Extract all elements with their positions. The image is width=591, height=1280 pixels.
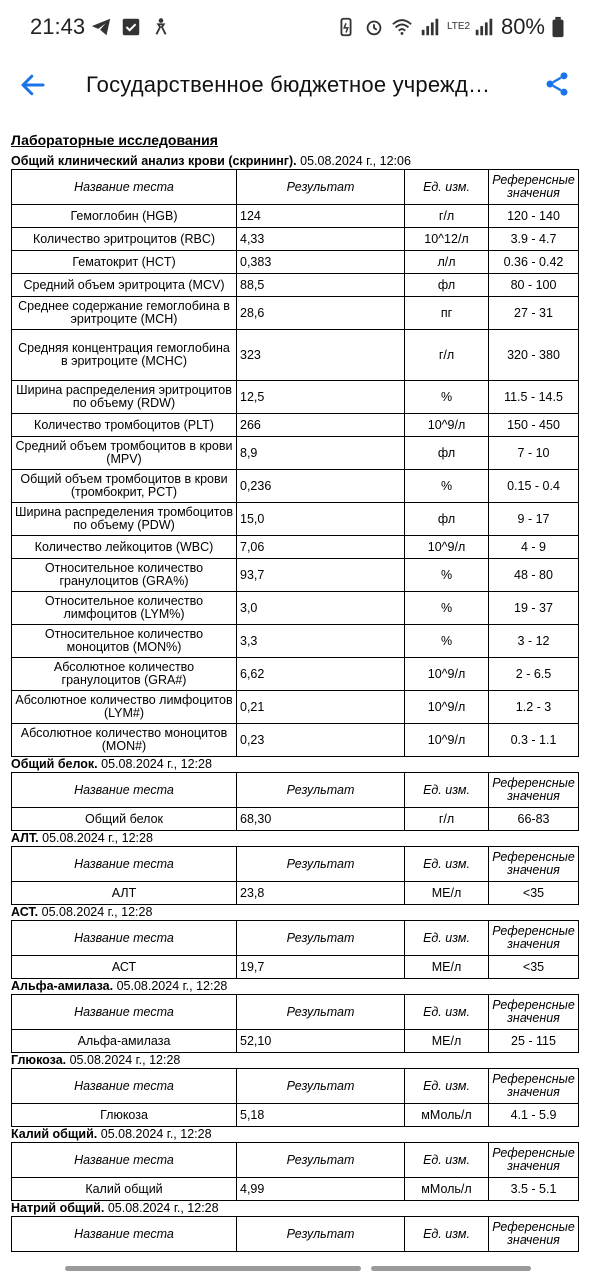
test-name-cell: АЛТ bbox=[12, 882, 237, 905]
unit-cell: фл bbox=[405, 437, 489, 470]
result-cell: 266 bbox=[237, 414, 405, 437]
test-panel-header bbox=[11, 757, 581, 772]
reference-cell: 9 - 17 bbox=[489, 503, 579, 536]
unit-cell: 10^9/л bbox=[405, 658, 489, 691]
unit-cell: % bbox=[405, 559, 489, 592]
test-name-cell: Ширина распределения эритроцитов по объему (RDW) bbox=[12, 381, 237, 414]
result-cell: 8,9 bbox=[237, 437, 405, 470]
table-row bbox=[12, 381, 579, 414]
gesture-bar-secondary bbox=[371, 1266, 531, 1271]
test-panel-name: Общий клинический анализ крови (скрининг). bbox=[11, 154, 297, 168]
reference-cell: <35 bbox=[489, 882, 579, 905]
unit-cell: мМоль/л bbox=[405, 1178, 489, 1201]
test-panel-datetime: 05.08.2024 г., 12:28 bbox=[107, 1201, 219, 1215]
table-row bbox=[12, 274, 579, 297]
test-panel-header bbox=[11, 905, 581, 920]
column-header-reference: Референсные значения bbox=[489, 1217, 579, 1252]
status-bar bbox=[0, 0, 591, 56]
table-header-row bbox=[12, 1069, 579, 1104]
unit-cell: 10^12/л bbox=[405, 228, 489, 251]
reference-cell: 66-83 bbox=[489, 808, 579, 831]
table-row bbox=[12, 251, 579, 274]
test-name-cell: Общий объем тромбоцитов в крови (тромбокрит, PCT) bbox=[12, 470, 237, 503]
unit-cell: МЕ/л bbox=[405, 882, 489, 905]
signal-icon bbox=[419, 16, 441, 38]
table-row bbox=[12, 882, 579, 905]
report-content bbox=[11, 132, 581, 1252]
unit-cell: фл bbox=[405, 503, 489, 536]
test-panel-datetime: 05.08.2024 г., 12:28 bbox=[41, 905, 153, 919]
unit-cell: 10^9/л bbox=[405, 536, 489, 559]
unit-cell: фл bbox=[405, 274, 489, 297]
result-cell: 12,5 bbox=[237, 381, 405, 414]
battery-icon bbox=[551, 16, 565, 38]
result-cell: 23,8 bbox=[237, 882, 405, 905]
reference-cell: 0.36 - 0.42 bbox=[489, 251, 579, 274]
column-header-test-name: Название теста bbox=[12, 847, 237, 882]
result-cell: 4,99 bbox=[237, 1178, 405, 1201]
result-cell: 0,23 bbox=[237, 724, 405, 757]
result-cell: 19,7 bbox=[237, 956, 405, 979]
test-panel-header bbox=[11, 1053, 581, 1068]
test-name-cell: Средняя концентрация гемоглобина в эритроците (MCHC) bbox=[12, 330, 237, 381]
table-row bbox=[12, 1030, 579, 1053]
status-left-icons bbox=[90, 16, 172, 38]
accessibility-icon bbox=[150, 16, 172, 38]
column-header-unit: Ед. изм. bbox=[405, 995, 489, 1030]
results-table bbox=[11, 1068, 579, 1127]
test-name-cell: Ширина распределения тромбоцитов по объему (PDW) bbox=[12, 503, 237, 536]
test-name-cell: Относительное количество лимфоцитов (LYM%) bbox=[12, 592, 237, 625]
wifi-icon bbox=[391, 16, 413, 38]
table-row bbox=[12, 808, 579, 831]
test-panel-datetime: 05.08.2024 г., 12:28 bbox=[116, 979, 228, 993]
test-panel-name: АСТ. bbox=[11, 905, 39, 919]
table-row bbox=[12, 414, 579, 437]
test-panel-datetime: 05.08.2024 г., 12:06 bbox=[300, 154, 411, 168]
app-bar bbox=[0, 56, 591, 116]
column-header-result: Результат bbox=[237, 995, 405, 1030]
unit-cell: % bbox=[405, 592, 489, 625]
test-name-cell: Относительное количество моноцитов (MON%) bbox=[12, 625, 237, 658]
table-row bbox=[12, 592, 579, 625]
results-table bbox=[11, 846, 579, 905]
unit-cell: г/л bbox=[405, 330, 489, 381]
reference-cell: <35 bbox=[489, 956, 579, 979]
column-header-unit: Ед. изм. bbox=[405, 1143, 489, 1178]
table-header-row bbox=[12, 1217, 579, 1252]
results-table bbox=[11, 920, 579, 979]
reference-cell: 3 - 12 bbox=[489, 625, 579, 658]
result-cell: 4,33 bbox=[237, 228, 405, 251]
reference-cell: 0.15 - 0.4 bbox=[489, 470, 579, 503]
test-name-cell: Глюкоза bbox=[12, 1104, 237, 1127]
reference-cell: 4 - 9 bbox=[489, 536, 579, 559]
table-row bbox=[12, 724, 579, 757]
test-name-cell: Общий белок bbox=[12, 808, 237, 831]
column-header-reference: Референсные значения bbox=[489, 995, 579, 1030]
column-header-reference: Референсные значения bbox=[489, 847, 579, 882]
signal-icon-2 bbox=[473, 16, 495, 38]
table-row bbox=[12, 536, 579, 559]
test-panel-datetime: 05.08.2024 г., 12:28 bbox=[101, 757, 212, 771]
result-cell: 68,30 bbox=[237, 808, 405, 831]
reference-cell: 7 - 10 bbox=[489, 437, 579, 470]
unit-cell: % bbox=[405, 625, 489, 658]
column-header-result: Результат bbox=[237, 170, 405, 205]
column-header-test-name: Название теста bbox=[12, 1069, 237, 1104]
test-name-cell: Средний объем эритроцита (MCV) bbox=[12, 274, 237, 297]
result-cell: 5,18 bbox=[237, 1104, 405, 1127]
test-panel-name: Калий общий. bbox=[11, 1127, 98, 1141]
table-header-row bbox=[12, 921, 579, 956]
table-row bbox=[12, 658, 579, 691]
table-header-row bbox=[12, 1143, 579, 1178]
test-panel-header bbox=[11, 831, 581, 846]
test-panel-name: Глюкоза. bbox=[11, 1053, 67, 1067]
table-row bbox=[12, 297, 579, 330]
test-name-cell: АСТ bbox=[12, 956, 237, 979]
column-header-reference: Референсные значения bbox=[489, 773, 579, 808]
test-name-cell: Абсолютное количество моноцитов (MON#) bbox=[12, 724, 237, 757]
test-panel-name: Общий белок. bbox=[11, 757, 98, 771]
results-table bbox=[11, 1216, 579, 1252]
reference-cell: 48 - 80 bbox=[489, 559, 579, 592]
column-header-unit: Ед. изм. bbox=[405, 1217, 489, 1252]
lab-panels bbox=[11, 154, 581, 1252]
column-header-result: Результат bbox=[237, 1143, 405, 1178]
test-name-cell: Гемоглобин (HGB) bbox=[12, 205, 237, 228]
unit-cell: % bbox=[405, 381, 489, 414]
unit-cell: МЕ/л bbox=[405, 956, 489, 979]
results-table bbox=[11, 772, 579, 831]
column-header-unit: Ед. изм. bbox=[405, 773, 489, 808]
column-header-result: Результат bbox=[237, 847, 405, 882]
result-cell: 3,0 bbox=[237, 592, 405, 625]
test-name-cell: Абсолютное количество гранулоцитов (GRA#) bbox=[12, 658, 237, 691]
unit-cell: пг bbox=[405, 297, 489, 330]
table-row bbox=[12, 691, 579, 724]
test-panel-header bbox=[11, 1201, 581, 1216]
check-box-icon bbox=[120, 16, 142, 38]
table-row bbox=[12, 437, 579, 470]
network-type-label: LTE2 bbox=[446, 21, 471, 32]
test-panel-datetime: 05.08.2024 г., 12:28 bbox=[100, 1127, 212, 1141]
column-header-test-name: Название теста bbox=[12, 170, 237, 205]
table-header-row bbox=[12, 170, 579, 205]
reference-cell: 27 - 31 bbox=[489, 297, 579, 330]
reference-cell: 80 - 100 bbox=[489, 274, 579, 297]
table-row bbox=[12, 205, 579, 228]
unit-cell: 10^9/л bbox=[405, 691, 489, 724]
test-name-cell: Средний объем тромбоцитов в крови (MPV) bbox=[12, 437, 237, 470]
test-name-cell: Гематокрит (HCT) bbox=[12, 251, 237, 274]
reference-cell: 1.2 - 3 bbox=[489, 691, 579, 724]
table-header-row bbox=[12, 995, 579, 1030]
column-header-test-name: Название теста bbox=[12, 1217, 237, 1252]
column-header-test-name: Название теста bbox=[12, 1143, 237, 1178]
result-cell: 3,3 bbox=[237, 625, 405, 658]
unit-cell: мМоль/л bbox=[405, 1104, 489, 1127]
telegram-icon bbox=[90, 16, 112, 38]
result-cell: 323 bbox=[237, 330, 405, 381]
result-cell: 0,236 bbox=[237, 470, 405, 503]
reference-cell: 120 - 140 bbox=[489, 205, 579, 228]
column-header-reference: Референсные значения bbox=[489, 1069, 579, 1104]
test-panel-datetime: 05.08.2024 г., 12:28 bbox=[42, 831, 153, 845]
arrow-back-icon[interactable] bbox=[18, 70, 48, 100]
column-header-reference: Референсные значения bbox=[489, 921, 579, 956]
unit-cell: л/л bbox=[405, 251, 489, 274]
test-panel-header bbox=[11, 1127, 581, 1142]
column-header-unit: Ед. изм. bbox=[405, 1069, 489, 1104]
test-name-cell: Относительное количество гранулоцитов (GRA%) bbox=[12, 559, 237, 592]
table-row bbox=[12, 625, 579, 658]
result-cell: 6,62 bbox=[237, 658, 405, 691]
column-header-unit: Ед. изм. bbox=[405, 847, 489, 882]
column-header-reference: Референсные значения bbox=[489, 170, 579, 205]
reference-cell: 19 - 37 bbox=[489, 592, 579, 625]
results-table bbox=[11, 1142, 579, 1201]
table-row bbox=[12, 503, 579, 536]
table-row bbox=[12, 1178, 579, 1201]
table-row bbox=[12, 228, 579, 251]
result-cell: 93,7 bbox=[237, 559, 405, 592]
result-cell: 7,06 bbox=[237, 536, 405, 559]
reference-cell: 3.9 - 4.7 bbox=[489, 228, 579, 251]
column-header-test-name: Название теста bbox=[12, 921, 237, 956]
result-cell: 124 bbox=[237, 205, 405, 228]
test-name-cell: Калий общий bbox=[12, 1178, 237, 1201]
share-icon[interactable] bbox=[543, 70, 571, 98]
status-time: 21:43 bbox=[30, 14, 86, 39]
reference-cell: 2 - 6.5 bbox=[489, 658, 579, 691]
table-row bbox=[12, 1104, 579, 1127]
reference-cell: 11.5 - 14.5 bbox=[489, 381, 579, 414]
test-name-cell: Абсолютное количество лимфоцитов (LYM#) bbox=[12, 691, 237, 724]
result-cell: 88,5 bbox=[237, 274, 405, 297]
test-panel-header bbox=[11, 979, 581, 994]
table-row bbox=[12, 559, 579, 592]
alarm-icon bbox=[363, 16, 385, 38]
unit-cell: МЕ/л bbox=[405, 1030, 489, 1053]
result-cell: 0,383 bbox=[237, 251, 405, 274]
reference-cell: 320 - 380 bbox=[489, 330, 579, 381]
test-panel-datetime: 05.08.2024 г., 12:28 bbox=[69, 1053, 181, 1067]
column-header-test-name: Название теста bbox=[12, 995, 237, 1030]
column-header-result: Результат bbox=[237, 773, 405, 808]
column-header-reference: Референсные значения bbox=[489, 1143, 579, 1178]
test-name-cell: Альфа-амилаза bbox=[12, 1030, 237, 1053]
unit-cell: % bbox=[405, 470, 489, 503]
page-title: Государственное бюджетное учрежд… bbox=[86, 72, 491, 97]
test-name-cell: Количество тромбоцитов (PLT) bbox=[12, 414, 237, 437]
status-right-icons bbox=[335, 14, 565, 40]
test-panel-name: Альфа-амилаза. bbox=[11, 979, 114, 993]
column-header-unit: Ед. изм. bbox=[405, 170, 489, 205]
test-name-cell: Среднее содержание гемоглобина в эритроците (MCH) bbox=[12, 297, 237, 330]
unit-cell: г/л bbox=[405, 808, 489, 831]
reference-cell: 25 - 115 bbox=[489, 1030, 579, 1053]
column-header-result: Результат bbox=[237, 1217, 405, 1252]
unit-cell: 10^9/л bbox=[405, 724, 489, 757]
result-cell: 15,0 bbox=[237, 503, 405, 536]
reference-cell: 150 - 450 bbox=[489, 414, 579, 437]
column-header-test-name: Название теста bbox=[12, 773, 237, 808]
unit-cell: 10^9/л bbox=[405, 414, 489, 437]
test-panel-header bbox=[11, 154, 581, 169]
result-cell: 28,6 bbox=[237, 297, 405, 330]
test-name-cell: Количество лейкоцитов (WBC) bbox=[12, 536, 237, 559]
column-header-result: Результат bbox=[237, 921, 405, 956]
table-header-row bbox=[12, 773, 579, 808]
results-table bbox=[11, 994, 579, 1053]
table-row bbox=[12, 470, 579, 503]
reference-cell: 0.3 - 1.1 bbox=[489, 724, 579, 757]
table-row bbox=[12, 956, 579, 979]
battery-saver-icon bbox=[335, 16, 357, 38]
column-header-result: Результат bbox=[237, 1069, 405, 1104]
gesture-bar bbox=[65, 1266, 361, 1271]
column-header-unit: Ед. изм. bbox=[405, 921, 489, 956]
reference-cell: 3.5 - 5.1 bbox=[489, 1178, 579, 1201]
table-header-row bbox=[12, 847, 579, 882]
results-table bbox=[11, 169, 579, 757]
battery-percent: 80% bbox=[500, 14, 545, 39]
reference-cell: 4.1 - 5.9 bbox=[489, 1104, 579, 1127]
result-cell: 52,10 bbox=[237, 1030, 405, 1053]
test-panel-name: АЛТ. bbox=[11, 831, 39, 845]
test-name-cell: Количество эритроцитов (RBC) bbox=[12, 228, 237, 251]
table-row bbox=[12, 330, 579, 381]
result-cell: 0,21 bbox=[237, 691, 405, 724]
unit-cell: г/л bbox=[405, 205, 489, 228]
section-title: Лабораторные исследования bbox=[11, 132, 218, 148]
test-panel-name: Натрий общий. bbox=[11, 1201, 105, 1215]
